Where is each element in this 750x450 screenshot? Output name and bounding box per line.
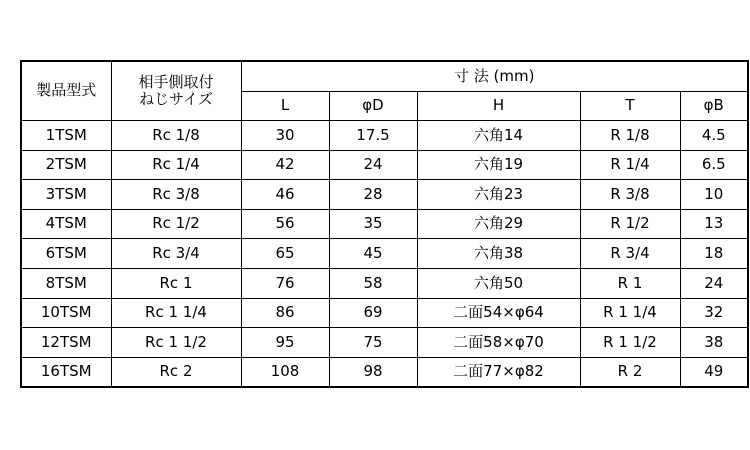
model-cell: 4TSM [21,209,111,239]
t-cell: R 1/8 [580,121,680,151]
h-cell: 六角38 [417,239,580,269]
model-cell: 6TSM [21,239,111,269]
h-cell: 二面58×φ70 [417,328,580,358]
thread-cell: Rc 3/8 [111,180,241,210]
table-body [21,121,748,388]
d-cell: 69 [329,298,417,328]
model-cell: 1TSM [21,121,111,151]
thread-cell: Rc 1 1/2 [111,328,241,358]
d-cell: 75 [329,328,417,358]
thread-cell: Rc 1 [111,268,241,298]
header-row-1 [21,61,748,92]
thread-cell: Rc 2 [111,357,241,387]
thread-header-line2: ねじサイズ [139,90,213,108]
table-row [21,298,748,328]
table-row [21,209,748,239]
t-cell: R 1/2 [580,209,680,239]
model-cell: 8TSM [21,268,111,298]
col-header-T: T [580,92,680,121]
b-cell: 49 [680,357,748,387]
table-row [21,180,748,210]
dimensions-header: 寸 法 (mm) [241,61,748,92]
thread-cell: Rc 1/8 [111,121,241,151]
t-cell: R 3/4 [580,239,680,269]
l-cell: 86 [241,298,329,328]
model-cell: 10TSM [21,298,111,328]
d-cell: 35 [329,209,417,239]
l-cell: 56 [241,209,329,239]
b-cell: 38 [680,328,748,358]
d-cell: 24 [329,150,417,180]
thread-cell: Rc 1/4 [111,150,241,180]
t-cell: R 1/4 [580,150,680,180]
d-cell: 17.5 [329,121,417,151]
col-header-D: φD [329,92,417,121]
l-cell: 30 [241,121,329,151]
h-cell: 六角50 [417,268,580,298]
model-cell: 12TSM [21,328,111,358]
d-cell: 45 [329,239,417,269]
h-cell: 六角23 [417,180,580,210]
l-cell: 95 [241,328,329,358]
thread-cell: Rc 3/4 [111,239,241,269]
d-cell: 58 [329,268,417,298]
spec-table [20,60,749,388]
t-cell: R 1 1/4 [580,298,680,328]
thread-cell: Rc 1 1/4 [111,298,241,328]
l-cell: 76 [241,268,329,298]
d-cell: 98 [329,357,417,387]
h-cell: 六角14 [417,121,580,151]
thread-header-line1: 相手側取付 [138,72,214,91]
table-row [21,150,748,180]
t-cell: R 1 1/2 [580,328,680,358]
table-row [21,268,748,298]
b-cell: 4.5 [680,121,748,151]
l-cell: 46 [241,180,329,210]
t-cell: R 1 [580,268,680,298]
table-row [21,328,748,358]
table-row [21,121,748,151]
b-cell: 13 [680,209,748,239]
b-cell: 24 [680,268,748,298]
t-cell: R 3/8 [580,180,680,210]
model-cell: 2TSM [21,150,111,180]
h-cell: 六角19 [417,150,580,180]
l-cell: 42 [241,150,329,180]
l-cell: 65 [241,239,329,269]
t-cell: R 2 [580,357,680,387]
col-header-L: L [241,92,329,121]
thread-size-header [111,61,241,121]
b-cell: 6.5 [680,150,748,180]
col-header-H: H [417,92,580,121]
h-cell: 二面54×φ64 [417,298,580,328]
b-cell: 10 [680,180,748,210]
d-cell: 28 [329,180,417,210]
l-cell: 108 [241,357,329,387]
h-cell: 六角29 [417,209,580,239]
col-header-B: φB [680,92,748,121]
table-row [21,239,748,269]
b-cell: 18 [680,239,748,269]
h-cell: 二面77×φ82 [417,357,580,387]
table-row [21,357,748,387]
model-cell: 16TSM [21,357,111,387]
b-cell: 32 [680,298,748,328]
model-header: 製品型式 [21,61,111,121]
thread-cell: Rc 1/2 [111,209,241,239]
model-cell: 3TSM [21,180,111,210]
